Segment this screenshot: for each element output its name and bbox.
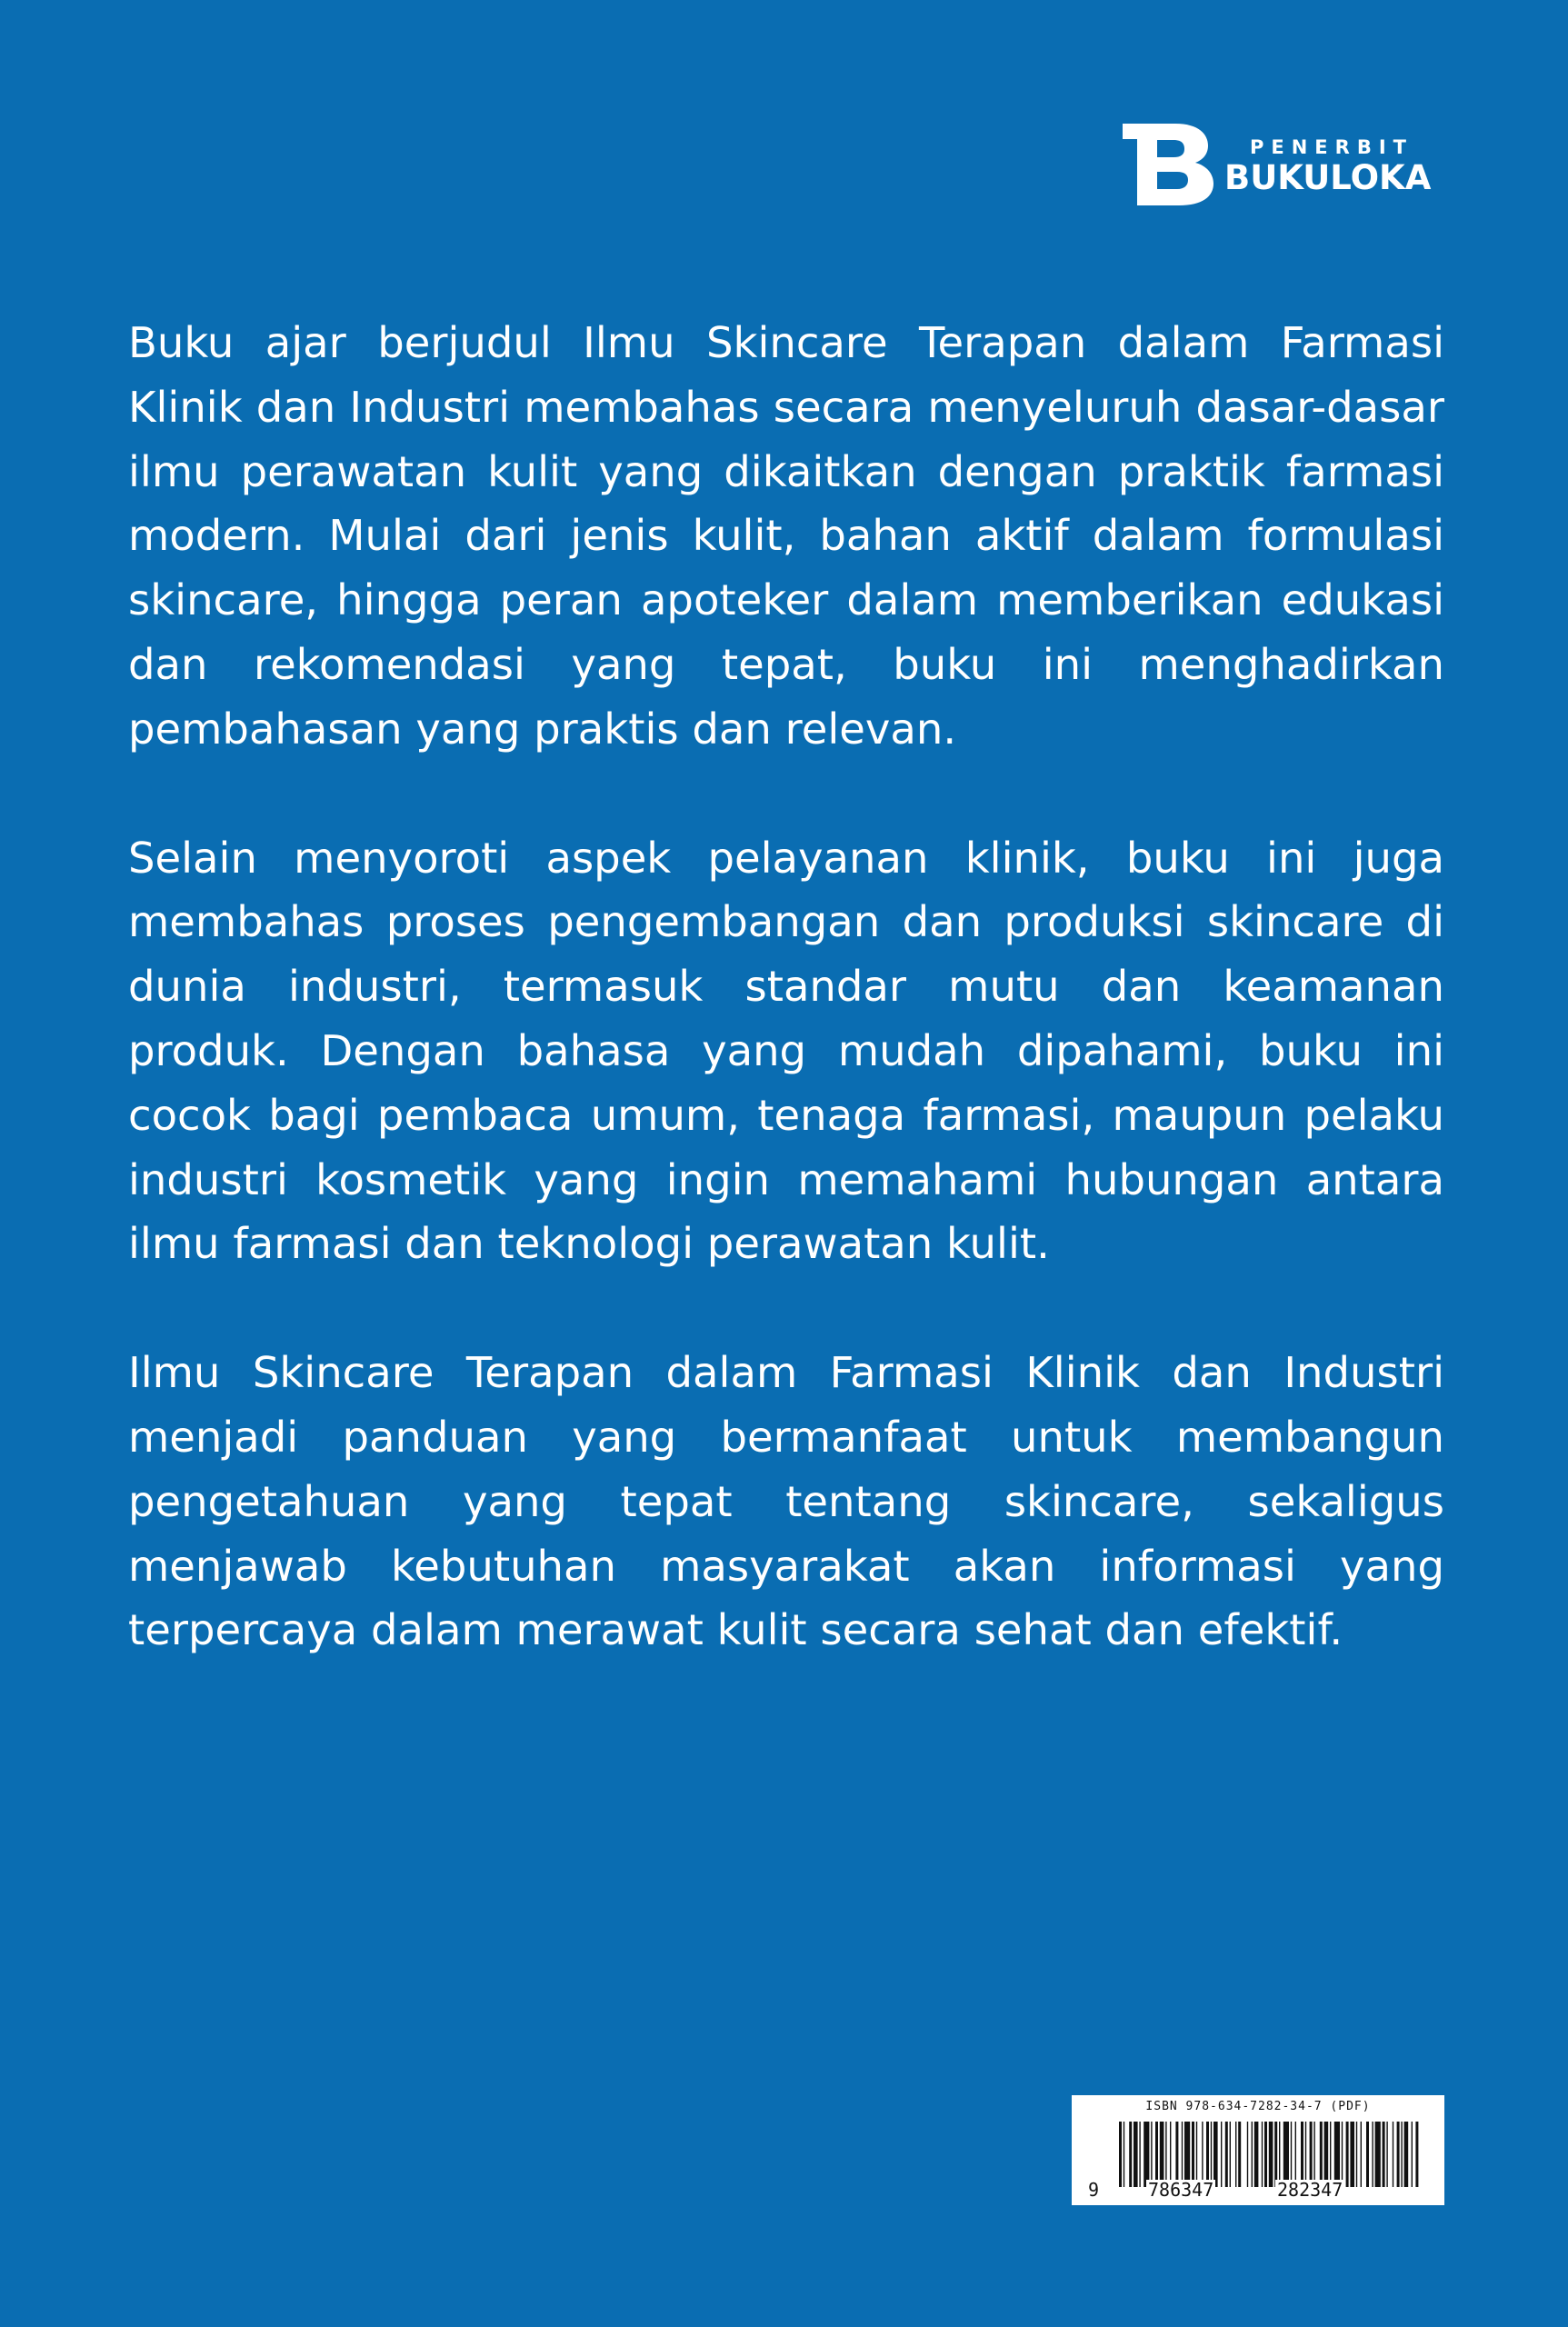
barcode-bar	[1252, 2122, 1253, 2187]
barcode-bar	[1235, 2122, 1236, 2187]
barcode-bar	[1342, 2122, 1343, 2187]
barcode-bar	[1330, 2122, 1331, 2187]
barcode-bar	[1247, 2122, 1248, 2187]
barcode-bar	[1165, 2122, 1166, 2187]
barcode-bar	[1144, 2122, 1149, 2187]
barcode-digits-left: 786347	[1148, 2179, 1214, 2201]
publisher-name: BUKULOKA	[1224, 158, 1432, 197]
barcode-bar	[1160, 2122, 1164, 2187]
blurb-paragraph-3: Ilmu Skincare Terapan dalam Farmasi Klinik dan Industri menjadi panduan yang bermanfaat untuk membangun pengetahuan yang tepat tentang skincare, sekaligus menjawab kebutuhan masyarakat akan informasi yang terpercaya dalam merawat kulit secara sehat dan efektif.	[128, 1348, 1444, 1655]
barcode-bar	[1383, 2122, 1385, 2187]
barcode-bar	[1119, 2122, 1122, 2187]
barcode-bar	[1211, 2122, 1212, 2187]
barcode-bar	[1213, 2122, 1218, 2187]
barcode-bar	[1366, 2122, 1369, 2187]
publisher-label: PENERBIT	[1250, 136, 1413, 158]
back-cover-blurb	[128, 311, 1444, 1727]
barcode-bar	[1264, 2122, 1267, 2187]
barcode-bar	[1184, 2122, 1190, 2187]
barcode-bar	[1361, 2122, 1362, 2187]
barcode-bars	[1119, 2122, 1419, 2187]
barcode-bar	[1350, 2122, 1354, 2187]
barcode-bar	[1401, 2122, 1402, 2187]
barcode-bar	[1412, 2122, 1413, 2187]
barcode-bar	[1230, 2122, 1231, 2187]
barcode-bar	[1334, 2122, 1340, 2187]
barcode-digits-right: 282347	[1277, 2179, 1343, 2201]
barcode-digit-lead: 9	[1088, 2179, 1100, 2201]
barcode-bar	[1182, 2122, 1183, 2187]
publisher-logo-mark-icon	[1123, 124, 1217, 205]
barcode-bar	[1346, 2122, 1349, 2187]
barcode-bar	[1254, 2122, 1259, 2187]
barcode-bar	[1175, 2122, 1178, 2187]
barcode-bar	[1238, 2122, 1241, 2187]
barcode-bar	[1404, 2122, 1409, 2187]
barcode-bar	[1415, 2122, 1418, 2187]
blurb-paragraph-2: Selain menyoroti aspek pelayanan klinik, buku ini juga membahas proses pengembangan dan produksi skincare di dunia industri, termasuk standar mutu dan keamanan produk. Dengan bahasa yang mudah dipahami, buku ini cocok bagi pembaca umum, tenaga farmasi, maupun pelaku industri kosmetik yang ingin memahami hubungan antara ilmu farmasi dan teknologi perawatan kulit.	[128, 833, 1444, 1269]
barcode-bar	[1151, 2122, 1152, 2187]
isbn-barcode	[1072, 2095, 1444, 2205]
barcode-bar	[1170, 2122, 1171, 2187]
isbn-label: ISBN 978-634-7282-34-7 (PDF)	[1145, 2100, 1371, 2113]
barcode-bar	[1225, 2122, 1228, 2187]
barcode-bar	[1134, 2122, 1138, 2187]
barcode-bar	[1274, 2122, 1277, 2187]
barcode-bar	[1375, 2122, 1381, 2187]
barcode-bar	[1221, 2122, 1222, 2187]
barcode-bar	[1372, 2122, 1373, 2187]
barcode-bar	[1206, 2122, 1209, 2187]
barcode-bar	[1386, 2122, 1387, 2187]
barcode-bar	[1155, 2122, 1158, 2187]
publisher-logo	[1123, 124, 1445, 205]
barcode-bar	[1301, 2122, 1303, 2187]
barcode-bar	[1313, 2122, 1314, 2187]
barcode-bar	[1305, 2122, 1306, 2187]
barcode-bar	[1356, 2122, 1357, 2187]
barcode-bar	[1139, 2122, 1140, 2187]
barcode-bar	[1324, 2122, 1329, 2187]
barcode-bar	[1397, 2122, 1400, 2187]
barcode-bar	[1202, 2122, 1203, 2187]
barcode-bar	[1196, 2122, 1197, 2187]
barcode-bar	[1279, 2122, 1280, 2187]
barcode-bar	[1310, 2122, 1313, 2187]
barcode-bar	[1192, 2122, 1194, 2187]
barcode-bar	[1295, 2122, 1296, 2187]
barcode-bar	[1283, 2122, 1289, 2187]
blurb-paragraph-1: Buku ajar berjudul Ilmu Skincare Terapan dalam Farmasi Klinik dan Industri membahas secara menyeluruh dasar-dasar ilmu perawatan kulit yang dikaitkan dengan praktik farmasi modern. Mulai dari jenis kulit, bahan aktif dalam formulasi skincare, hingga peran apoteker dalam memberikan edukasi dan rekomendasi yang tepat, buku ini menghadirkan pembahasan yang praktis dan relevan.	[128, 318, 1444, 754]
barcode-bar	[1129, 2122, 1132, 2187]
barcode-bar	[1262, 2122, 1263, 2187]
barcode-bar	[1269, 2122, 1273, 2187]
barcode-bar	[1320, 2122, 1323, 2187]
barcode-bar	[1291, 2122, 1292, 2187]
